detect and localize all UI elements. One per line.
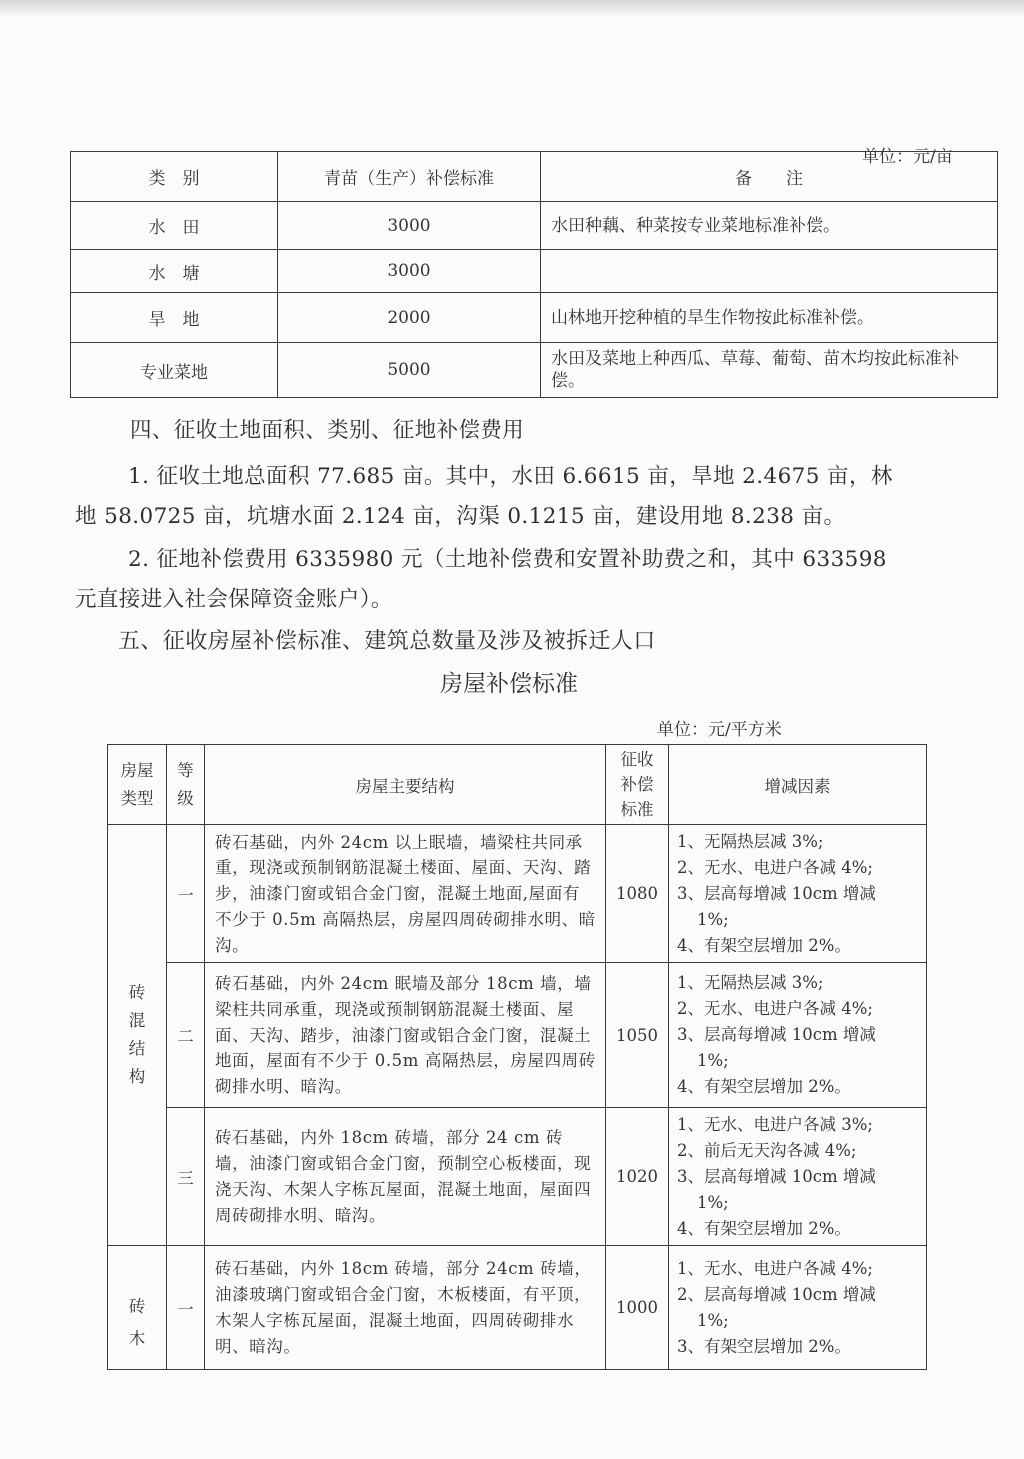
crop-compensation-table: [70, 151, 998, 398]
section4-paragraph1-line1: 1. 征收土地总面积 77.685 亩。其中，水田 6.6615 亩，旱地 2.4675 亩，林: [128, 464, 893, 489]
cell-grade: 一: [167, 1246, 205, 1370]
factor-item: 3、层高每增减 10cm 增减: [677, 1025, 876, 1044]
cell-grade: 一: [167, 825, 205, 963]
table-row: [71, 250, 998, 293]
header-note: 备 注: [541, 152, 998, 202]
cell-factors: [669, 825, 927, 963]
factor-item: 4、有架空层增加 2%。: [677, 1218, 851, 1238]
factor-item: 3、层高每增减 10cm 增减: [677, 883, 876, 903]
section4-heading: 四、征收土地面积、类别、征地补偿费用: [130, 418, 525, 443]
house-table-title: 房屋补偿标准: [440, 671, 578, 697]
cell-note: 水田及菜地上种西瓜、草莓、葡萄、苗木均按此标准补偿。: [541, 343, 998, 398]
factor-item: 1、无水、电进户各减 3%;: [677, 1114, 873, 1134]
table1-unit-label: 单位：元/亩: [862, 147, 953, 167]
header-standard: 青苗（生产）补偿标准: [278, 152, 541, 202]
header-structure: 房屋主要结构: [205, 745, 606, 825]
cell-house-type: 砖木: [108, 1246, 167, 1370]
header-category: 类 别: [71, 152, 278, 202]
table-row: [71, 343, 998, 398]
factor-item: 2、前后无天沟各减 4%;: [677, 1140, 857, 1160]
cell-note: [541, 250, 998, 293]
cell-category: 专业菜地: [71, 343, 278, 398]
cell-category: 水 塘: [71, 250, 278, 293]
house-compensation-table: [107, 744, 927, 1370]
cell-structure: 砖石基础，内外 24cm 眠墙及部分 18cm 墙，墙梁柱共同承重，现浇或预制钢筋混凝土楼面、屋面、天沟、踏步，油漆门窗或铝合金门窗，混凝土地面，屋面有不少于 0.5m 高隔热层，房屋四周砖砌排水明、暗沟。: [205, 963, 606, 1108]
factor-item: 1、无水、电进户各减 4%;: [677, 1258, 873, 1278]
factor-item: 4、有架空层增加 2%。: [677, 935, 851, 955]
factor-item: 1、无隔热层减 3%;: [677, 831, 824, 851]
table-row: [108, 1108, 927, 1246]
header-grade: 等级: [167, 745, 205, 825]
factor-item: 2、无水、电进户各减 4%;: [677, 857, 873, 877]
cell-standard: 1020: [606, 1108, 669, 1246]
cell-structure: 砖石基础，内外 18cm 砖墙，部分 24 cm 砖墙，油漆门窗或铝合金门窗，预制空心板楼面，现浇天沟、木架人字栋瓦屋面，混凝土地面，屋面四周砖砌排水明、暗沟。: [205, 1108, 606, 1246]
section4-paragraph2-line1: 2. 征地补偿费用 6335980 元（土地补偿费和安置补助费之和，其中 633598: [128, 547, 887, 572]
cell-category: 旱 地: [71, 293, 278, 343]
factor-item: 2、层高每增减 10cm 增减: [677, 1284, 876, 1304]
table-row: [71, 202, 998, 250]
table-header-row: [71, 152, 998, 202]
header-standard: 征收补偿标准: [606, 745, 669, 825]
cell-standard: 1080: [606, 825, 669, 963]
table-row: [108, 1246, 927, 1370]
table2-unit-label: 单位：元/平方米: [657, 720, 782, 740]
cell-standard: 1050: [606, 963, 669, 1108]
factor-item: 1%;: [697, 1310, 729, 1330]
cell-grade: 二: [167, 963, 205, 1108]
factor-item: 1、无隔热层减 3%;: [677, 973, 824, 992]
section5-heading: 五、征收房屋补偿标准、建筑总数量及涉及被拆迁人口: [118, 629, 656, 654]
header-house-type: 房屋类型: [108, 745, 167, 825]
table-row: [108, 963, 927, 1108]
cell-standard: 3000: [278, 250, 541, 293]
factor-item: 3、层高每增减 10cm 增减: [677, 1166, 876, 1186]
cell-standard: 5000: [278, 343, 541, 398]
section4-paragraph1-line2: 地 58.0725 亩，坑塘水面 2.124 亩，沟渠 0.1215 亩，建设用地 8.238 亩。: [75, 504, 846, 529]
cell-factors: [669, 1108, 927, 1246]
cell-grade: 三: [167, 1108, 205, 1246]
factor-item: 4、有架空层增加 2%。: [677, 1077, 851, 1096]
cell-structure: 砖石基础，内外 18cm 砖墙，部分 24cm 砖墙，油漆玻璃门窗或铝合金门窗，木板楼面，有平顶，木架人字栋瓦屋面，混凝土地面，四周砖砌排水明、暗沟。: [205, 1246, 606, 1370]
factor-item: 1%;: [697, 1192, 729, 1212]
table-row: [108, 825, 927, 963]
section4-paragraph2-line2: 元直接进入社会保障资金账户）。: [75, 587, 393, 612]
cell-category: 水 田: [71, 202, 278, 250]
cell-standard: 2000: [278, 293, 541, 343]
factor-item: 1%;: [697, 1051, 729, 1070]
table-header-row: [108, 745, 927, 825]
cell-house-type: 砖混结构: [108, 825, 167, 1246]
cell-standard: 1000: [606, 1246, 669, 1370]
header-factors: 增减因素: [669, 745, 927, 825]
table-row: [71, 293, 998, 343]
scan-edge-shadow: [0, 0, 1024, 18]
factor-item: 2、无水、电进户各减 4%;: [677, 999, 873, 1018]
cell-structure: 砖石基础，内外 24cm 以上眠墙，墙梁柱共同承重，现浇或预制钢筋混凝土楼面、屋面、天沟、踏步，油漆门窗或铝合金门窗，混凝土地面,屋面有不少于 0.5m 高隔热层，房屋四周砖砌排水明、暗沟。: [205, 825, 606, 963]
factor-item: 1%;: [697, 909, 729, 929]
cell-standard: 3000: [278, 202, 541, 250]
factor-item: 3、有架空层增加 2%。: [677, 1336, 851, 1356]
cell-factors: [669, 1246, 927, 1370]
cell-note: 山林地开挖种植的旱生作物按此标准补偿。: [541, 293, 998, 343]
cell-note: 水田种藕、种菜按专业菜地标准补偿。: [541, 202, 998, 250]
cell-factors: [669, 963, 927, 1108]
